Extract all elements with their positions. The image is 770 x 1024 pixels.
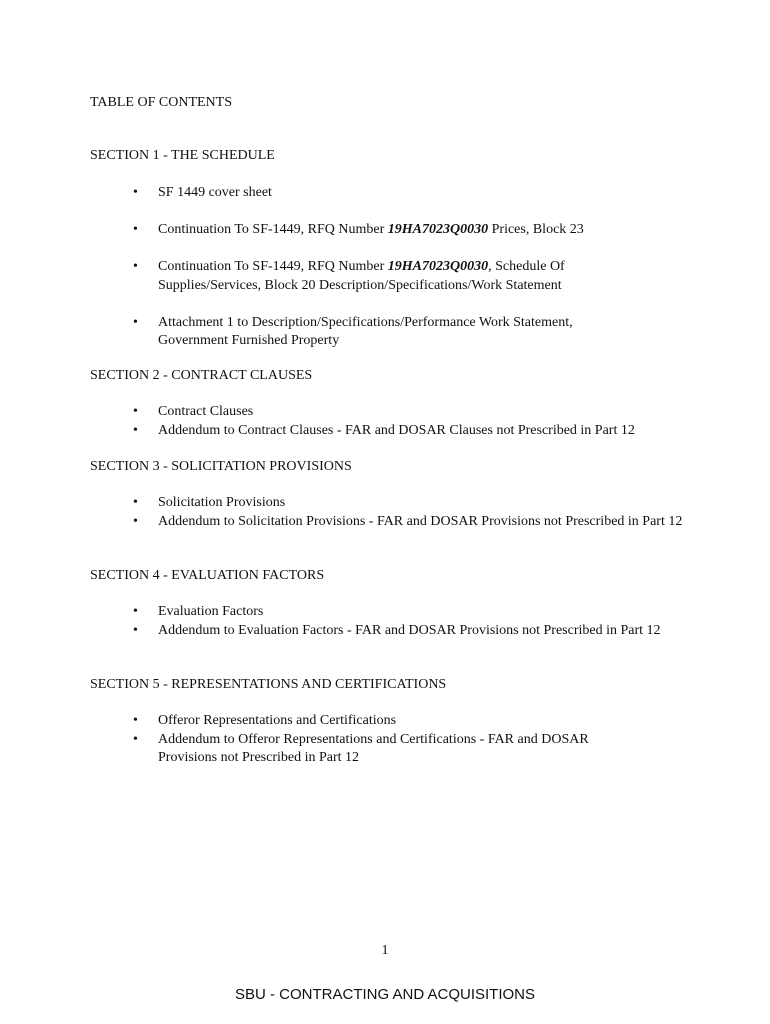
item-text: Prices, Block 23: [488, 222, 584, 237]
item-text: Attachment 1 to Description/Specifications/Performance Work Statement, Government Furnished Property: [158, 314, 573, 348]
list-item: [90, 422, 690, 441]
page-footer: SBU - CONTRACTING AND ACQUISITIONS: [234, 986, 536, 1003]
list-item: [90, 731, 690, 768]
item-text: Contract Clauses: [158, 404, 254, 419]
rfq-number: 19HA7023Q0030: [387, 259, 489, 274]
list-item: [90, 314, 690, 351]
item-text: Addendum to Evaluation Factors - FAR and DOSAR Provisions not Prescribed in Part 12: [158, 622, 661, 638]
list-item: [90, 603, 690, 622]
section-5-list: [90, 712, 690, 768]
section-5-heading: SECTION 5 - REPRESENTATIONS AND CERTIFICATIONS: [90, 677, 447, 692]
toc-title: TABLE OF CONTENTS: [90, 95, 232, 110]
item-text: SF 1449 cover sheet: [158, 185, 272, 200]
section-1-list: [90, 184, 690, 351]
item-text: Evaluation Factors: [158, 604, 264, 619]
list-item: [90, 712, 690, 731]
item-text: Addendum to Solicitation Provisions - FAR and DOSAR Provisions not Prescribed in Part 12: [158, 513, 683, 529]
item-text: , Schedule Of Supplies/Services, Block 20 Description/Specifications/Work Statement: [158, 259, 565, 293]
section-3-list: [90, 494, 690, 531]
item-text: Addendum to Offeror Representations and Certifications - FAR and DOSAR Provisions not Prescribed in Part 12: [158, 731, 589, 765]
list-item: [90, 494, 690, 513]
section-4-list: [90, 603, 690, 640]
item-text: Solicitation Provisions: [158, 495, 286, 510]
section-3-heading: SECTION 3 - SOLICITATION PROVISIONS: [90, 459, 352, 474]
item-text: Continuation To SF-1449, RFQ Number: [158, 222, 388, 237]
list-item: [90, 622, 690, 641]
item-text: Addendum to Contract Clauses - FAR and DOSAR Clauses not Prescribed in Part 12: [158, 422, 635, 438]
item-text: Offeror Representations and Certifications: [158, 713, 397, 728]
list-item: [90, 184, 690, 203]
section-1-heading: SECTION 1 - THE SCHEDULE: [90, 148, 275, 163]
list-item: [90, 221, 690, 240]
list-item: [90, 258, 690, 295]
item-text: Continuation To SF-1449, RFQ Number: [158, 259, 388, 274]
page-number: 1: [381, 943, 389, 958]
list-item: [90, 513, 690, 532]
section-4-heading: SECTION 4 - EVALUATION FACTORS: [90, 568, 325, 583]
rfq-number: 19HA7023Q0030: [387, 222, 489, 237]
section-2-list: [90, 403, 690, 440]
section-2-heading: SECTION 2 - CONTRACT CLAUSES: [90, 368, 313, 383]
list-item: [90, 403, 690, 422]
